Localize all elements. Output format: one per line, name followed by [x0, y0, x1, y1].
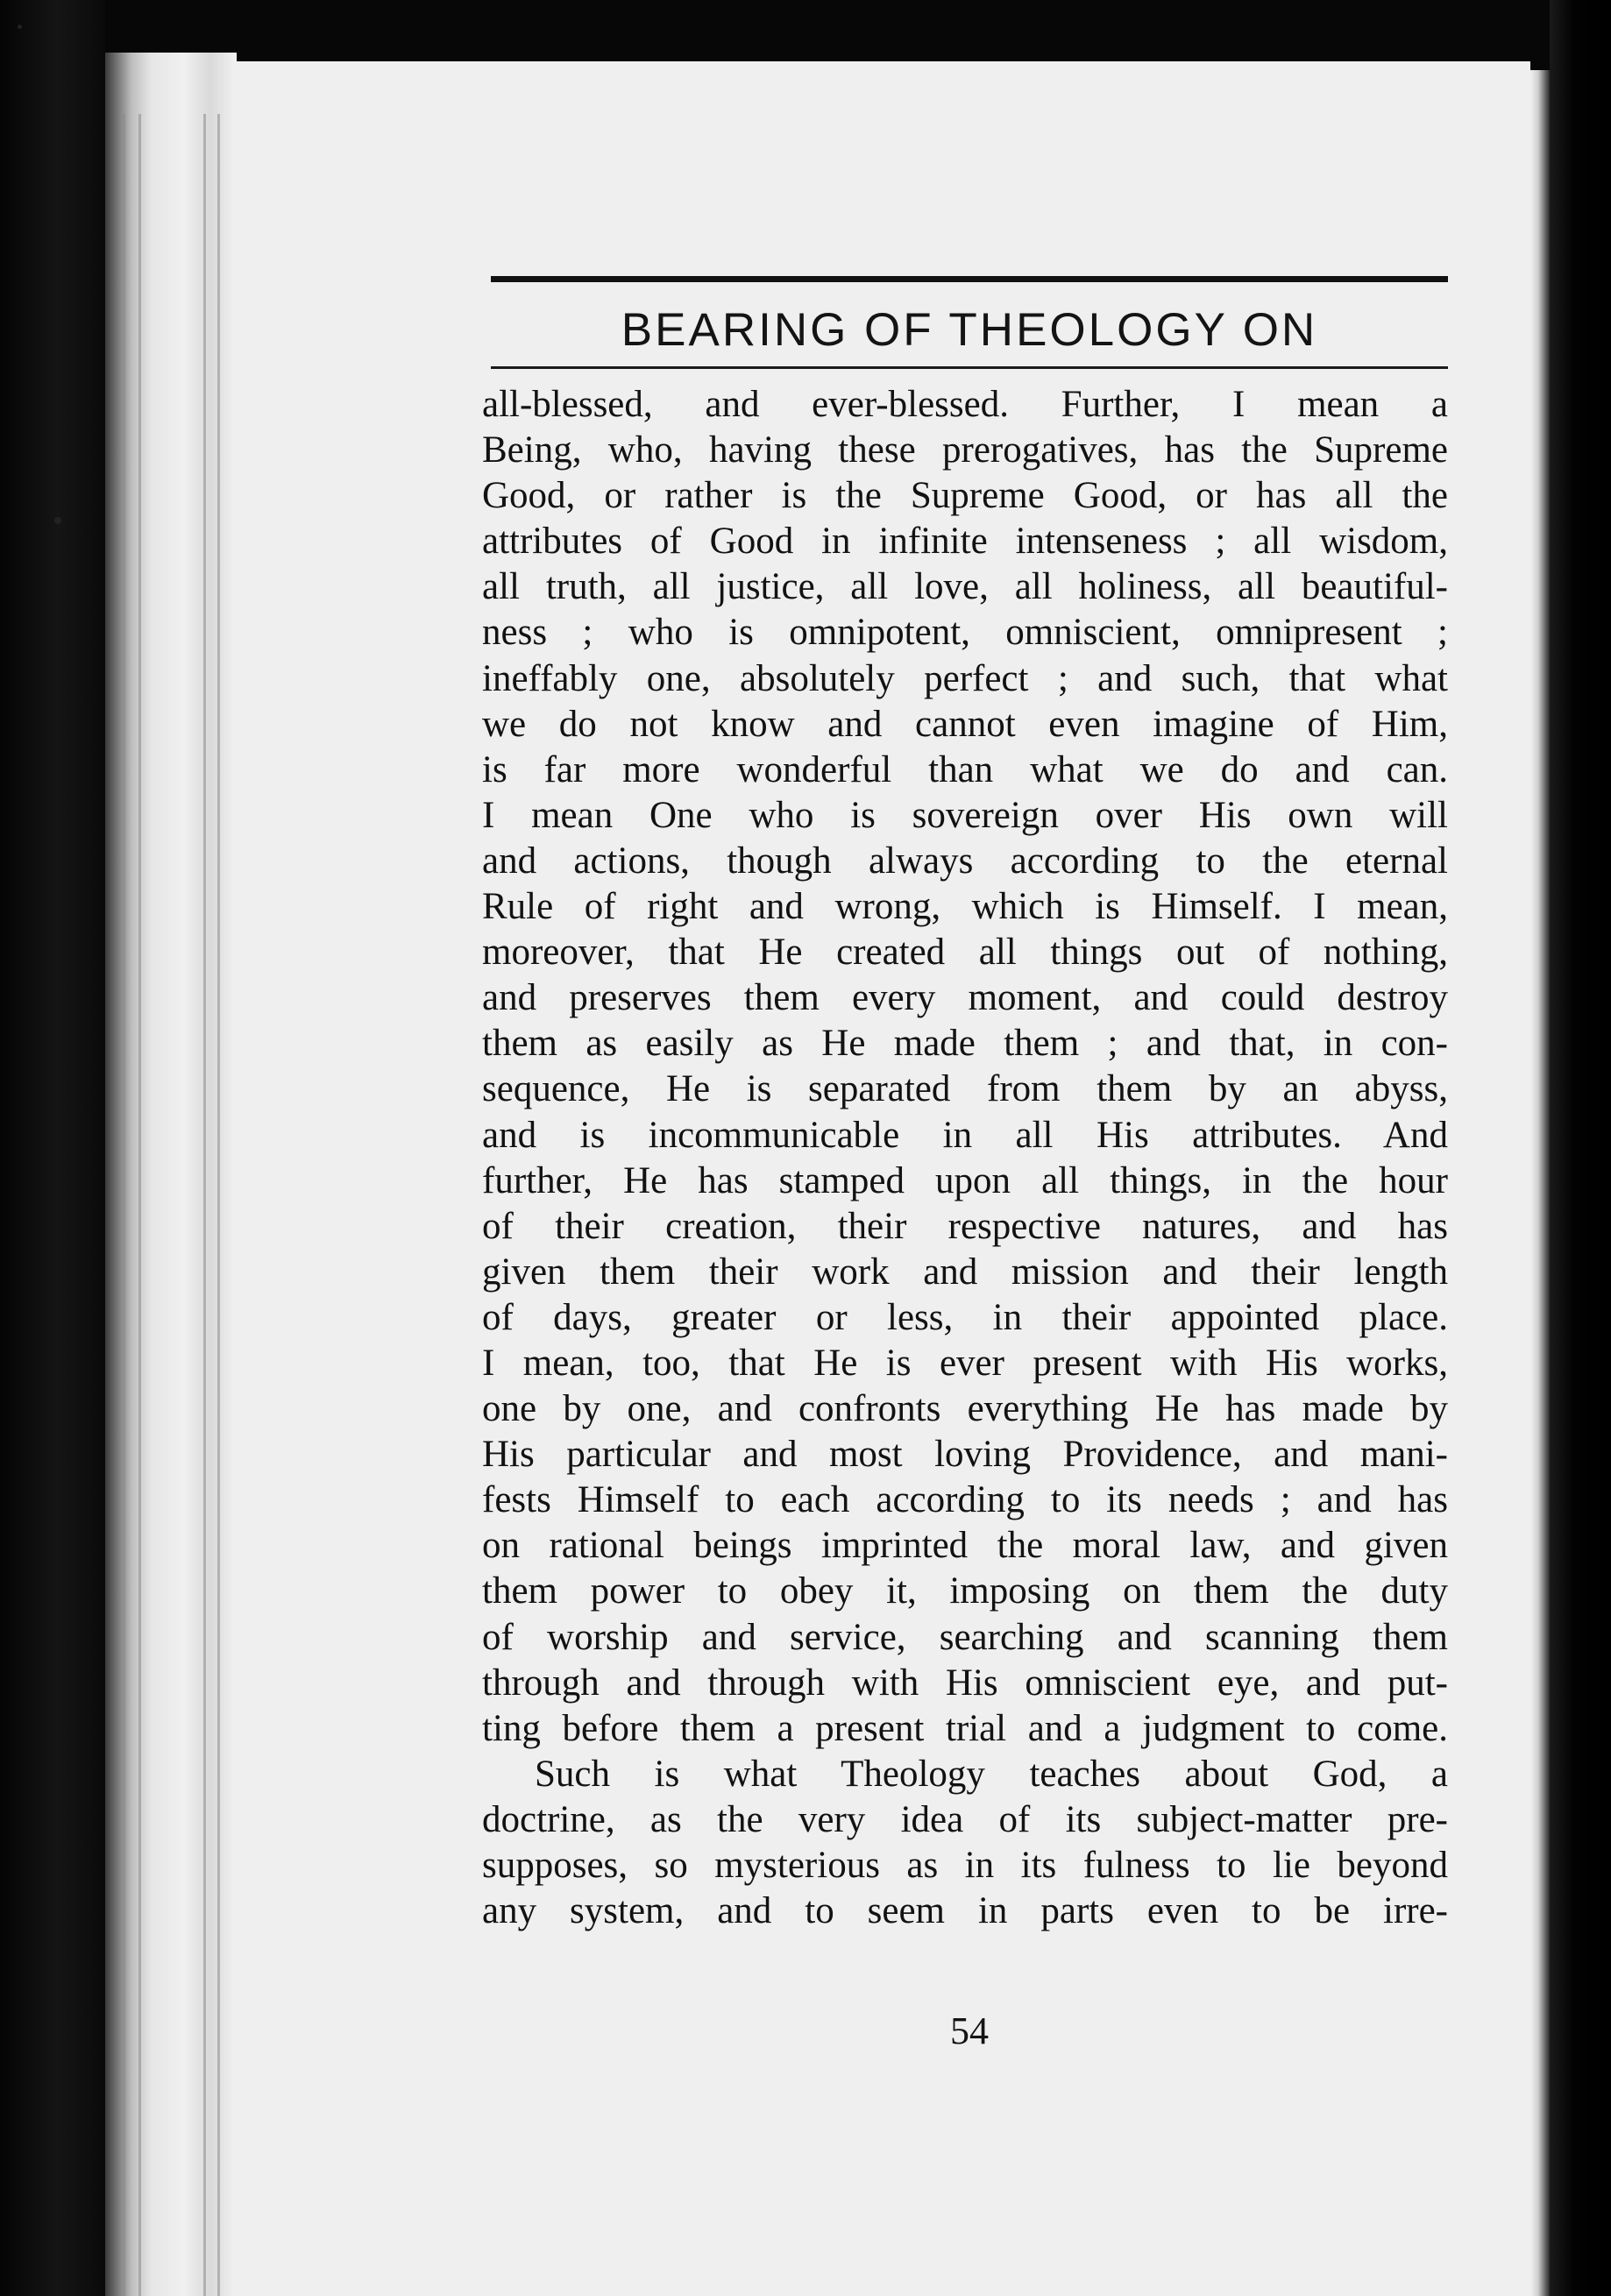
text-line: them as easily as He made them ; and that, in con- [482, 1023, 1448, 1065]
text-line: fests Himself to each according to its needs ; and has [482, 1479, 1448, 1521]
right-spine-shadow [1550, 0, 1611, 2296]
text-line: supposes, so mysterious as in its fulness to lie beyond [482, 1845, 1448, 1886]
text-line: His particular and most loving Providence, and mani- [482, 1434, 1448, 1476]
text-line: attributes of Good in infinite intenseness ; all wisdom, [482, 521, 1448, 563]
binding-line [123, 114, 125, 2296]
text-line: all truth, all justice, all love, all holiness, all beautiful- [482, 566, 1448, 608]
running-head: BEARING OF THEOLOGY ON [621, 304, 1318, 356]
binding-line [217, 114, 220, 2296]
header-thin-rule [491, 366, 1448, 369]
text-line: through and through with His omniscient eye, and put- [482, 1662, 1448, 1704]
header-thick-rule [491, 276, 1448, 282]
text-line: and is incommunicable in all His attributes. And [482, 1114, 1448, 1156]
text-line: and preserves them every moment, and could destroy [482, 977, 1448, 1019]
text-line: one by one, and confronts everything He has made by [482, 1388, 1448, 1430]
text-line: is far more wonderful than what we do and can. [482, 748, 1448, 790]
text-line: I mean, too, that He is ever present with His works, [482, 1342, 1448, 1384]
right-page-edge [1530, 70, 1550, 2296]
left-page-edges [105, 53, 237, 2296]
text-line: I mean One who is sovereign over His own will [482, 794, 1448, 836]
text-line: ting before them a present trial and a judgment to come. [482, 1707, 1448, 1749]
text-line: any system, and to seem in parts even to be irre- [482, 1890, 1448, 1932]
text-line: ineffably one, absolutely perfect ; and such, that what [482, 657, 1448, 699]
text-line: of their creation, their respective natures, and has [482, 1205, 1448, 1247]
scan-speck [54, 517, 61, 524]
text-line: on rational beings imprinted the moral law, and given [482, 1525, 1448, 1567]
text-line: Rule of right and wrong, which is Himself. I mean, [482, 886, 1448, 928]
text-line: them power to obey it, imposing on them the duty [482, 1570, 1448, 1612]
book-page [235, 61, 1530, 2296]
text-line: ness ; who is omnipotent, omniscient, omnipresent ; [482, 612, 1448, 654]
text-line: Good, or rather is the Supreme Good, or has all the [482, 475, 1448, 517]
text-line: and actions, though always according to the eternal [482, 840, 1448, 882]
left-spine-shadow [0, 0, 105, 2296]
text-line: of days, greater or less, in their appointed place. [482, 1296, 1448, 1338]
text-line: further, He has stamped upon all things, in the hour [482, 1159, 1448, 1201]
binding-line [203, 114, 206, 2296]
page-number: 54 [950, 2009, 989, 2052]
binding-line [138, 114, 141, 2296]
scan-speck [18, 25, 22, 29]
text-line: we do not know and cannot even imagine of Him, [482, 703, 1448, 745]
text-line: sequence, He is separated from them by an abyss, [482, 1068, 1448, 1110]
text-line: of worship and service, searching and scanning them [482, 1616, 1448, 1658]
text-line: all-blessed, and ever-blessed. Further, I mean a [482, 384, 1448, 425]
body-text [482, 382, 1448, 1934]
text-line: moreover, that He created all things out of nothing, [482, 932, 1448, 974]
text-line: Being, who, having these prerogatives, has the Supreme [482, 429, 1448, 471]
text-line: doctrine, as the very idea of its subject-matter pre- [482, 1798, 1448, 1840]
text-line: given them their work and mission and their length [482, 1251, 1448, 1293]
text-line-paragraph-start: Such is what Theology teaches about God, a [535, 1753, 1448, 1795]
